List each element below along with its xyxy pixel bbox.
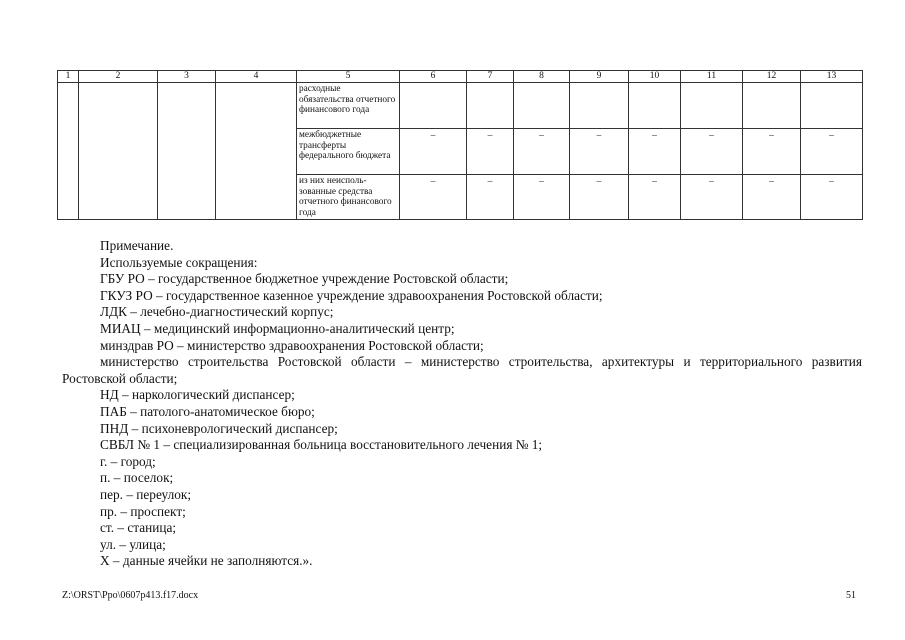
abbreviation-item: пер. – переулок; — [100, 486, 192, 502]
table-cell: – — [629, 129, 681, 175]
table-cell — [801, 83, 863, 129]
abbreviation-item: ПАБ – патолого-анатомическое бюро; — [100, 403, 315, 419]
table-row — [58, 83, 863, 129]
page-number: 51 — [846, 590, 856, 601]
abbreviation-item: ГБУ РО – государственное бюджетное учреждение Ростовской области; — [100, 271, 509, 287]
column-number: 7 — [467, 71, 514, 83]
table-cell — [570, 83, 629, 129]
column-number: 12 — [743, 71, 801, 83]
notes-title: Примечание. — [100, 238, 174, 253]
abbreviation-item: ст. – станица; — [100, 520, 177, 536]
column-number: 11 — [681, 71, 743, 83]
table-cell: – — [400, 175, 467, 220]
abbreviation-item: ГКУЗ РО – государственное казенное учреждение здравоохранения Ростовской области; — [100, 287, 603, 303]
table-cell — [158, 83, 216, 220]
abbreviation-item: СВБЛ № 1 – специализированная больница восстановительного лечения № 1; — [100, 437, 543, 453]
column-number: 1 — [58, 71, 79, 83]
table-cell: – — [801, 129, 863, 175]
row-description: из них неисполь-зованные средства отчетного финансового года — [297, 175, 400, 220]
column-number: 5 — [297, 71, 400, 83]
table-cell — [79, 83, 158, 220]
table-cell: – — [467, 175, 514, 220]
table-cell: – — [681, 129, 743, 175]
abbreviation-item: ПНД – психоневрологический диспансер; — [100, 420, 338, 436]
abbreviation-item: пр. – проспект; — [100, 503, 186, 519]
table-cell: – — [570, 175, 629, 220]
column-number: 9 — [570, 71, 629, 83]
table-cell: – — [629, 175, 681, 220]
table-cell: – — [400, 129, 467, 175]
row-description: межбюджетные трансферты федерального бюджета — [297, 129, 400, 175]
abbreviation-item: МИАЦ – медицинский информационно-аналитический центр; — [100, 320, 455, 336]
table-cell — [467, 83, 514, 129]
table-cell — [629, 83, 681, 129]
table-cell: – — [514, 129, 570, 175]
table-header-row — [58, 71, 863, 83]
row-description: расходные обязательства отчетного финансового года — [297, 83, 400, 129]
column-number: 3 — [158, 71, 216, 83]
abbreviation-item: ЛДК – лечебно-диагностический корпус; — [100, 304, 334, 320]
table-cell — [400, 83, 467, 129]
column-number: 13 — [801, 71, 863, 83]
abbreviation-item: ул. – улица; — [100, 536, 166, 552]
table-cell — [216, 83, 297, 220]
abbreviation-item: п. – поселок; — [100, 470, 174, 486]
abbreviation-item: г. – город; — [100, 453, 156, 469]
notes-intro: Используемые сокращения: — [100, 254, 258, 270]
column-number: 4 — [216, 71, 297, 83]
table-cell: – — [743, 129, 801, 175]
footer-file-path: Z:\ORST\Ppo\0607p413.f17.docx — [62, 590, 199, 601]
table-cell — [743, 83, 801, 129]
column-number: 10 — [629, 71, 681, 83]
table-cell: – — [467, 129, 514, 175]
table-cell: – — [681, 175, 743, 220]
table-cell: – — [514, 175, 570, 220]
abbreviation-item: НД – наркологический диспансер; — [100, 387, 295, 403]
table-cell — [514, 83, 570, 129]
abbreviation-item: Х – данные ячейки не заполняются.». — [100, 553, 313, 569]
notes-section — [62, 238, 862, 570]
table-cell — [58, 83, 79, 220]
table-cell: – — [570, 129, 629, 175]
column-number: 6 — [400, 71, 467, 83]
table-cell: – — [743, 175, 801, 220]
column-number: 8 — [514, 71, 570, 83]
abbreviation-item: министерство строительства Ростовской области – министерство строительства, архитектуры и территориального развития Ростовской области; — [62, 354, 862, 386]
data-table — [57, 70, 863, 220]
table-cell — [681, 83, 743, 129]
table-cell: – — [801, 175, 863, 220]
abbreviation-item: минздрав РО – министерство здравоохранения Ростовской области; — [100, 337, 484, 353]
column-number: 2 — [79, 71, 158, 83]
